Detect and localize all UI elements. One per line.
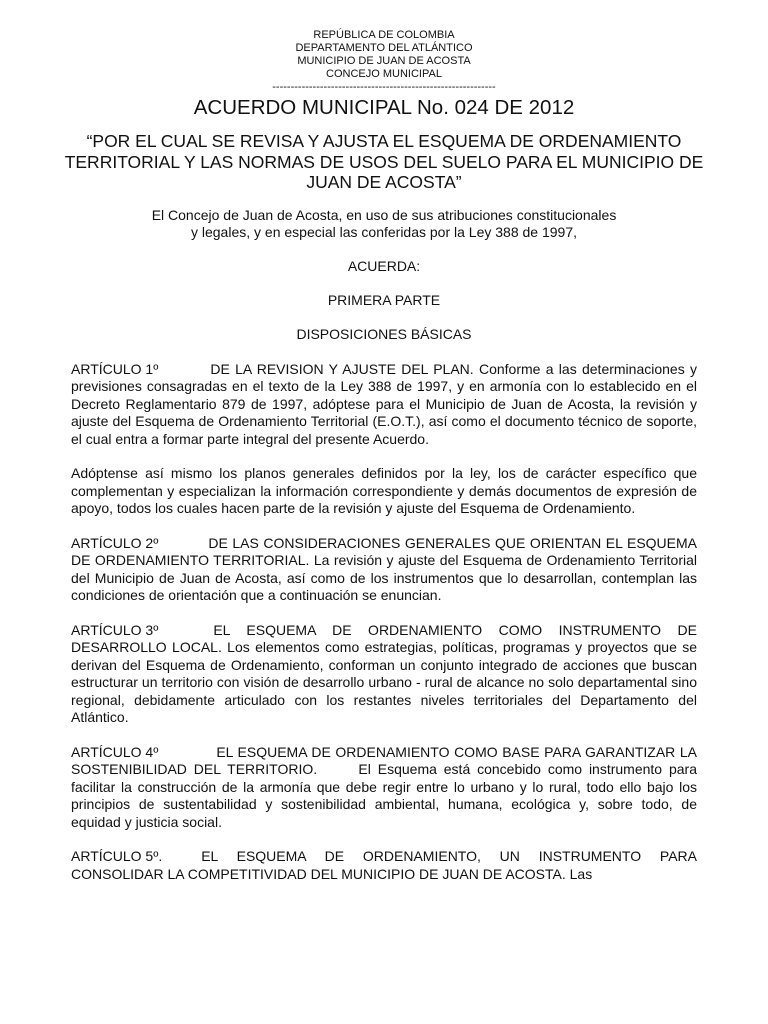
article-1 [71, 361, 697, 449]
article-text: EL ESQUEMA DE ORDENAMIENTO COMO INSTRUMENTO DE DESARROLLO LOCAL. Los elementos como estrategias, políticas, programas y proyectos que se derivan del Esquema de Ordenamiento, conforman un conjunto integrado de acciones que buscan estructurar un territorio con visión de desarrollo urbano - rural de alcance no solo departamental sino regional, debidamente articulado con los restantes niveles territoriales del Departamento del Atlántico. [71, 621, 697, 725]
article-2 [71, 535, 697, 605]
section-heading: DISPOSICIONES BÁSICAS [296, 325, 472, 342]
article-label: ARTÍCULO 3º [71, 621, 159, 638]
header-country: REPÚBLICA DE COLOMBIA [313, 29, 455, 41]
preamble [0, 207, 768, 241]
article-5 [71, 848, 697, 883]
article-text: DE LAS CONSIDERACIONES GENERALES QUE ORIENTAN EL ESQUEMA DE ORDENAMIENTO TERRITORIAL. La revisión y ajuste del Esquema de Ordenamiento Territorial del Municipio de Juan de Acosta, así como de los instrumentos que lo desarrollan, contemplan las condiciones de orientación que a continuación se enuncian. [71, 534, 697, 603]
article-text: Adóptense así mismo los planos generales definidos por la ley, los de carácter específico que complementan y especializan la información correspondiente y demás documentos de expresión de apoyo, todos los cuales hacen parte de la revisión y ajuste del Esquema de Ordenamiento. [71, 465, 697, 516]
preamble-line-2: y legales, y en especial las conferidas por la Ley 388 de 1997, [190, 223, 578, 240]
header-separator: ------------------------------------------------------------- [272, 81, 496, 93]
document-body [71, 360, 701, 884]
article-text: DE LA REVISION Y AJUSTE DEL PLAN. Conforme a las determinaciones y previsiones consagradas en el texto de la Ley 388 de 1997, y en armonía con lo establecido en el Decreto Reglamentario 879 de 1997, adóptese para el Municipio de Juan de Acosta, la revisión y ajuste del Esquema de Ordenamiento Territorial (E.O.T.), así como el documento técnico de soporte, el cual entra a formar parte integral del presente Acuerdo. [71, 360, 697, 447]
article-label: ARTÍCULO 2º [71, 534, 159, 551]
header-department: DEPARTAMENTO DEL ATLÁNTICO [295, 42, 473, 54]
article-text: EL ESQUEMA DE ORDENAMIENTO, UN INSTRUMENTO PARA CONSOLIDAR LA COMPETITIVIDAD DEL MUNICIPIO DE JUAN DE ACOSTA. Las [71, 848, 697, 882]
header-municipality: MUNICIPIO DE JUAN DE ACOSTA [297, 55, 471, 67]
article-label: ARTÍCULO 5º. [71, 848, 163, 864]
document-title: ACUERDO MUNICIPAL No. 024 DE 2012 [193, 96, 575, 119]
article-3 [71, 622, 697, 727]
article-text: EL ESQUEMA DE ORDENAMIENTO COMO BASE PARA GARANTIZAR LA SOSTENIBILIDAD DEL TERRITORIO. El Esquema está concebido como instrumento para facilitar la construcción de la armonía que debe regir entre lo urbano y lo rural, todo ello bajo los principios de sustentabilidad y sostenibilidad ambiental, humana, ecológica y, sobre todo, de equidad y justicia social. [71, 743, 701, 830]
article-4 [71, 743, 701, 832]
header-council: CONCEJO MUNICIPAL [326, 68, 442, 80]
article-1-paragraph-2 [71, 465, 697, 518]
document-subtitle: “POR EL CUAL SE REVISA Y AJUSTA EL ESQUEMA DE ORDENAMIENTO TERRITORIAL Y LAS NORMAS DE USOS DEL SUELO PARA EL MUNICIPIO DE JUAN DE ACOSTA” [64, 131, 704, 192]
article-label: ARTÍCULO 4º [71, 743, 159, 760]
acuerda-heading: ACUERDA: [347, 257, 421, 274]
article-label: ARTÍCULO 1º [71, 360, 159, 377]
preamble-line-1: El Concejo de Juan de Acosta, en uso de sus atribuciones constitucionales [151, 206, 617, 223]
part-heading: PRIMERA PARTE [327, 291, 441, 308]
document-header [0, 0, 768, 93]
